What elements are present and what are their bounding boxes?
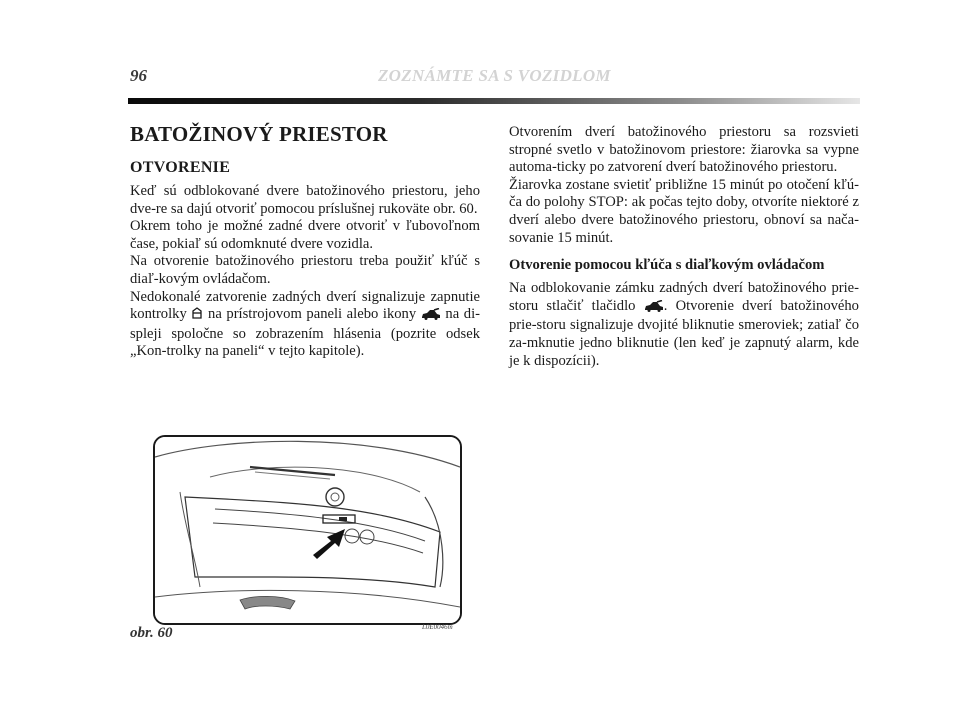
section-title: BATOŽINOVÝ PRIESTOR	[130, 122, 388, 146]
trunk-open-warning-icon	[191, 307, 203, 326]
sub-title-remote: Otvorenie pomocou kľúča s diaľkovým ovládačom	[509, 257, 825, 274]
figure-caption: obr. 60	[130, 625, 173, 641]
paragraph-3: Na otvorenie batožinového priestoru treba použiť kľúč s diaľ-kovým ovládačom.	[130, 253, 480, 287]
right-paragraph-3-part-a: Na odblokovanie zámku zadných dverí batožinového prie-storu stlačiť tlačidlo	[509, 280, 859, 314]
paragraph-4	[130, 289, 480, 361]
figure-code: L0E0046m	[422, 623, 453, 631]
right-paragraph-3-part-b: . Otvorenie dverí batožinového prie-storu signalizuje dvojité bliknutie smeroviek; zatiaľ čo za-mknutie jedno bliknutie (len keď je zapnutý alarm, kde je k dispozícii).	[509, 297, 859, 369]
running-header: ZOZNÁMTE SA S VOZIDLOM	[378, 66, 611, 85]
right-paragraph-2: Žiarovka zostane svietiť približne 15 minút po otočení kľú-ča do polohy STOP: ak počas tejto doby, otvoríte niektoré z dverí alebo dvere batožinového priestoru, obnoví sa nača-sovanie 15 minút.	[509, 176, 859, 246]
paragraph-4-part-b: na prístrojovom paneli alebo ikony	[208, 306, 417, 323]
right-paragraph-1: Otvorením dverí batožinového priestoru sa rozsvieti stropné svetlo v batožinovom priestore: žiarovka sa vypne automa-ticky po zatvorení dverí batožinového priestoru.	[509, 124, 859, 176]
header-rule	[128, 98, 860, 104]
right-column	[509, 124, 859, 370]
paragraph-2: Okrem toho je možné zadné dvere otvoriť v ľubovoľnom čase, pokiaľ sú odomknuté dvere vozidla.	[130, 218, 480, 252]
left-column	[130, 118, 480, 361]
paragraph-1: Keď sú odblokované dvere batožinového priestoru, jeho dve-re sa dajú otvoriť pomocou príslušnej rukoväte obr. 60.	[130, 183, 480, 217]
trunk-handle-figure	[153, 435, 462, 625]
sub-title-opening: OTVORENIE	[130, 159, 231, 176]
page-number: 96	[130, 66, 147, 85]
paragraph-4-part-c: na di-spleji spoločne so zobrazením hlásenia (pozrite odsek „Kon-trolky na paneli“ v tejto kapitole).	[130, 306, 481, 360]
paragraph-4-part-a: Nedokonalé zatvorenie zadných dverí signalizuje zapnutie kontrolky	[130, 288, 480, 323]
right-paragraph-3	[509, 280, 859, 370]
car-trunk-open-icon	[421, 308, 441, 326]
trunk-remote-button-icon	[644, 300, 664, 318]
